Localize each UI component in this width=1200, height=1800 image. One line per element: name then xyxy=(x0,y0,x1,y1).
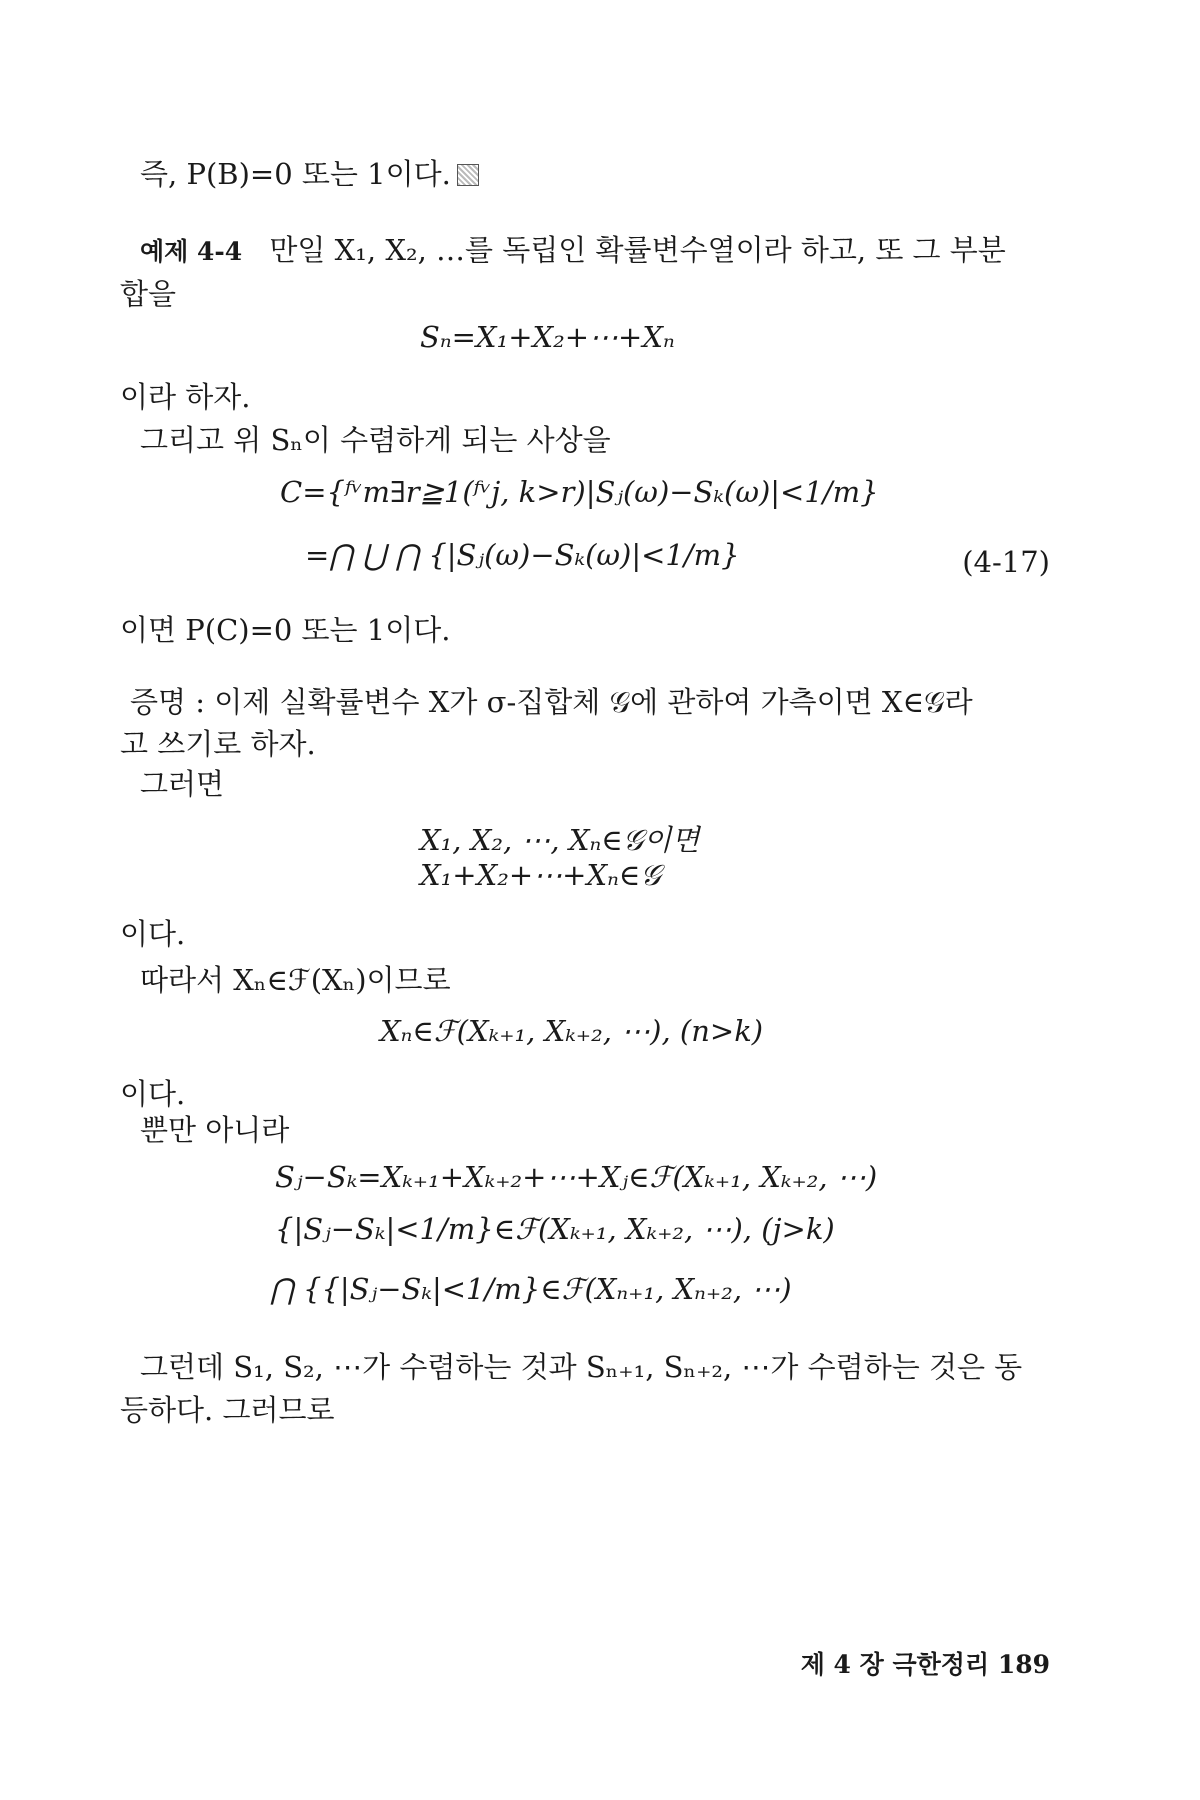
text-ttaraseo: 따라서 Xₙ∈ℱ(Xₙ)이므로 xyxy=(140,963,451,997)
equation-sn-definition: Sₙ=X₁+X₂+⋯+Xₙ xyxy=(420,320,675,354)
equation-xn-in-tail-field: Xₙ∈ℱ(Xₖ₊₁, Xₖ₊₂, ⋯), (n>k) xyxy=(380,1014,764,1048)
equation-c-definition: C={ᶠᵛm∃r≧1(ᶠᵛj, k>r)|Sⱼ(ω)−Sₖ(ω)|<1/m} xyxy=(280,475,879,509)
equation-measurable-vars: X₁, X₂, ⋯, Xₙ∈𝒢이면 xyxy=(420,823,700,857)
text-convergence-equivalent-1: 그런데 S₁, S₂, ⋯가 수렴하는 것과 Sₙ₊₁, Sₙ₊₂, ⋯가 수렴하는 것은 동 xyxy=(140,1350,1023,1384)
qed-box-icon xyxy=(457,164,479,186)
equation-set-in-tail-field: {|Sⱼ−Sₖ|<1/m}∈ℱ(Xₖ₊₁, Xₖ₊₂, ⋯), (j>k) xyxy=(275,1212,835,1246)
text-ida-1: 이다. xyxy=(120,917,186,951)
equation-intersection-in-tail-field: ⋂ {{|Sⱼ−Sₖ|<1/m}∈ℱ(Xₙ₊₁, Xₙ₊₂, ⋯) xyxy=(270,1272,792,1306)
conclusion-text: 즉, P(B)=0 또는 1이다. xyxy=(140,157,451,191)
conclusion-line xyxy=(140,152,479,193)
text-convergence-equivalent-2: 등하다. 그러므로 xyxy=(120,1393,335,1427)
example-text: 만일 X₁, X₂, …를 독립인 확률변수열이라 하고, 또 그 부분 xyxy=(269,233,1006,267)
page-footer: 제 4 장 극한정리 189 xyxy=(800,1650,1050,1679)
text-p-c-zero-or-one: 이면 P(C)=0 또는 1이다. xyxy=(120,613,451,647)
proof-line-2: 고 쓰기로 하자. xyxy=(120,727,316,761)
text-ida-2: 이다. xyxy=(120,1077,186,1111)
equation-number: (4-17) xyxy=(962,545,1050,579)
proof-line-1: 증명 : 이제 실확률변수 X가 σ-집합체 𝒢에 관하여 가측이면 X∈𝒢라 xyxy=(130,685,973,719)
text-geureomyeon: 그러면 xyxy=(140,767,225,801)
example-text-continued: 합을 xyxy=(120,277,177,311)
text-ira-haja: 이라 하자. xyxy=(120,380,251,414)
text-event-definition: 그리고 위 Sₙ이 수렴하게 되는 사상을 xyxy=(140,423,611,457)
example-label: 예제 4-4 xyxy=(140,237,243,266)
equation-c-intersection-union: =⋂ ⋃ ⋂ {|Sⱼ(ω)−Sₖ(ω)|<1/m} xyxy=(305,538,740,572)
equation-sum-measurable: X₁+X₂+⋯+Xₙ∈𝒢 xyxy=(420,858,661,892)
example-heading xyxy=(140,228,1006,269)
equation-partial-sum-difference: Sⱼ−Sₖ=Xₖ₊₁+Xₖ₊₂+⋯+Xⱼ∈ℱ(Xₖ₊₁, Xₖ₊₂, ⋯) xyxy=(275,1160,878,1194)
text-ppunman-anira: 뿐만 아니라 xyxy=(140,1113,290,1147)
